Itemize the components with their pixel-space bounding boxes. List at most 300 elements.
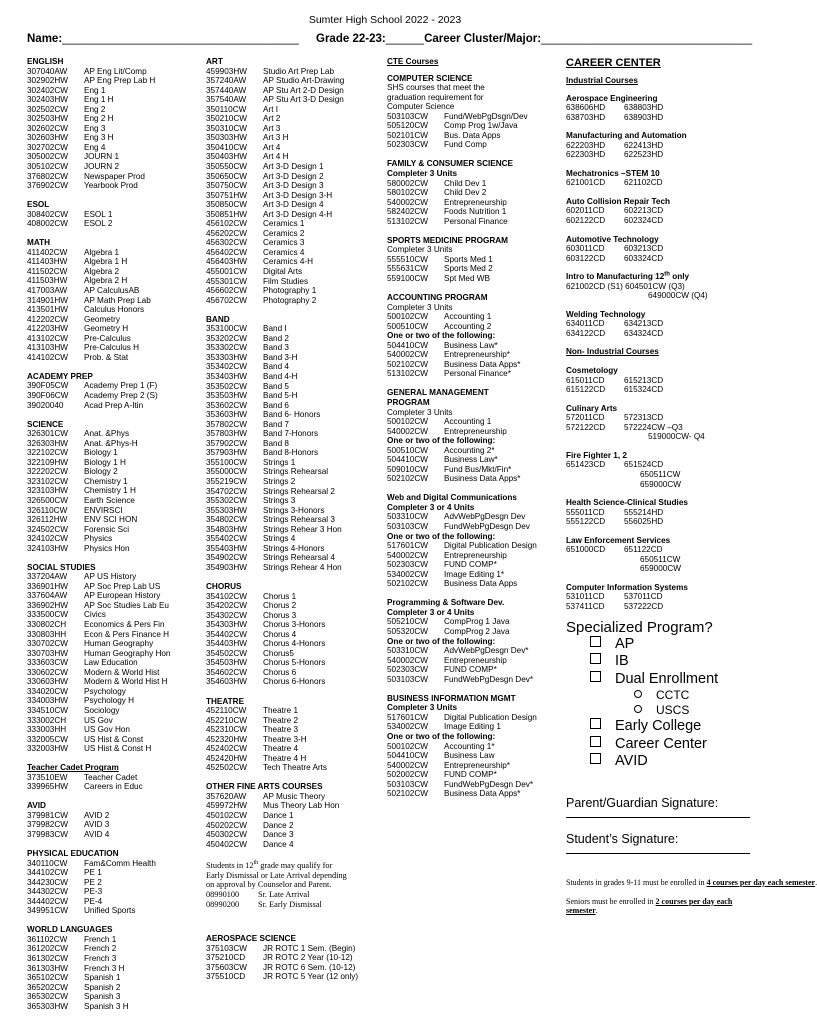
course-row: [206, 420, 386, 430]
course-row: [27, 610, 197, 620]
course-code: 308402CW: [27, 209, 68, 219]
course-row: [27, 725, 197, 735]
checkbox-icon[interactable]: [590, 753, 601, 764]
course-code: 509010CW: [387, 464, 428, 474]
course-code: 354603HW: [206, 677, 247, 687]
course-code: 330603HW: [27, 677, 68, 687]
option-career-center[interactable]: Career Center: [566, 736, 752, 754]
course-code: 361302CW: [27, 953, 68, 963]
course-row: [387, 789, 565, 799]
course-code: 659000CW: [640, 564, 681, 574]
course-row: [206, 181, 386, 191]
course-name: Eng 3 H: [84, 133, 114, 143]
course-name: FundWebPgDesgn Dev*: [444, 779, 534, 789]
course-row: [206, 525, 386, 535]
course-name: AP European History: [84, 591, 161, 601]
course-name: Business Data Apps*: [444, 474, 521, 484]
course-code: 638903HD: [624, 112, 664, 122]
course-name: Physics: [84, 534, 113, 544]
course-row: [387, 742, 565, 752]
course-code: 540002CW: [387, 350, 428, 360]
course-code: 452502CW: [206, 763, 247, 773]
course-name: Band 5: [263, 381, 289, 391]
course-code: 537222CD: [624, 601, 664, 611]
course-row: [387, 570, 565, 580]
program-law-enforcement-services: [566, 536, 752, 574]
section-heading: SOCIAL STUDIES: [27, 562, 96, 572]
course-row: [206, 334, 386, 344]
course-code: 361102CW: [27, 934, 68, 944]
course-code: 337604AW: [27, 591, 68, 601]
course-row: [27, 954, 197, 964]
course-name: Theatre 3: [263, 725, 299, 735]
section-business-information-mgmt: [387, 694, 565, 799]
course-name: Anat. &Phys-H: [84, 438, 138, 448]
course-row: [206, 811, 386, 821]
course-pair: [566, 103, 752, 113]
course-code: 302603HW: [27, 133, 68, 143]
course-name: Biology 1 H: [84, 457, 126, 467]
course-row: [27, 257, 197, 267]
course-row: [387, 112, 565, 122]
course-code: 354303HW: [206, 620, 247, 630]
course-code: 302503HW: [27, 114, 68, 124]
course-code: 354802CW: [206, 515, 247, 525]
course-name: Art 3 H: [263, 133, 289, 143]
course-code: 305002CW: [27, 152, 68, 162]
course-pair: [566, 329, 752, 339]
course-name: Band 4-H: [263, 372, 298, 381]
option-ap[interactable]: AP: [566, 636, 752, 654]
course-code: 519000CW- Q4: [648, 432, 705, 442]
course-row: [206, 801, 386, 811]
course-name: Algebra 1 H: [84, 257, 128, 267]
course-row: [27, 181, 197, 191]
course-code: 450102CW: [206, 811, 247, 821]
course-row: [206, 238, 386, 248]
name-field[interactable]: _____________________________________: [62, 33, 299, 45]
course-row: [206, 649, 386, 659]
course-code: 326303HW: [27, 438, 68, 448]
industrial-courses-heading: Industrial Courses: [566, 76, 638, 85]
course-code: 350110CW: [206, 104, 247, 114]
course-code: 302402CW: [27, 85, 68, 95]
checkbox-icon[interactable]: [590, 736, 601, 747]
course-row: [206, 277, 386, 287]
section-other-fine-arts-courses: [206, 782, 386, 849]
course-code: 354902CW: [206, 553, 247, 563]
checkbox-icon[interactable]: [590, 636, 601, 647]
course-pair: [566, 150, 752, 160]
course-name: AVID 3: [84, 820, 110, 830]
course-name: Art 3-D Design 4: [263, 200, 324, 210]
course-name: Theatre 3-H: [263, 734, 307, 744]
course-code: 452402CW: [206, 744, 247, 754]
course-name: Careers in Educ: [84, 782, 143, 792]
course-code: 622523HD: [624, 150, 664, 160]
course-row: [206, 401, 386, 411]
course-name: Spanish 2: [84, 982, 121, 992]
checkbox-icon[interactable]: [590, 718, 601, 729]
course-code: 354403HW: [206, 639, 247, 649]
course-code: 513102CW: [387, 216, 428, 226]
course-name: Dance 4: [263, 839, 294, 849]
course-name: PE 1: [84, 868, 102, 878]
course-row: [27, 95, 197, 105]
course-name: Comp Prog 1w/Java: [444, 121, 518, 131]
course-code: 537411CD: [566, 601, 605, 611]
course-code: 379982CW: [27, 820, 68, 830]
course-row: [387, 722, 565, 732]
course-name: Chorus 3: [263, 610, 297, 620]
section-heading: Web and Digital Communications: [387, 493, 517, 503]
course-row: [27, 944, 197, 954]
course-row: [206, 658, 386, 668]
course-name: Entrepreneurship*: [444, 760, 510, 770]
course-code: 450202CW: [206, 820, 247, 830]
course-row: [206, 76, 386, 86]
course-code: 502101CW: [387, 130, 428, 140]
section-social-studies: [27, 563, 197, 754]
course-name: Accounting 1: [444, 417, 492, 427]
course-name: Civics: [84, 610, 106, 620]
course-name: Ceramics 3: [263, 238, 305, 248]
course-row: [206, 534, 386, 544]
course-row: [206, 162, 386, 172]
course-row: [206, 496, 386, 506]
section-teacher-cadet-program: [27, 763, 197, 792]
course-row: [206, 229, 386, 239]
course-row: [27, 515, 197, 525]
cluster-field[interactable]: _________________________________: [541, 33, 753, 45]
course-name: Prob. & Stat: [84, 352, 129, 362]
checkbox-icon[interactable]: [590, 671, 601, 682]
column-career-center: [566, 57, 817, 915]
course-row: [27, 429, 197, 439]
course-name: Yearbook Prod: [84, 181, 138, 191]
course-row: [27, 391, 197, 401]
course-name: Strings 4-Honors: [263, 543, 325, 553]
course-row: [206, 735, 386, 745]
course-code: 350850CW: [206, 200, 247, 210]
course-code: 326301CW: [27, 429, 68, 439]
course-name: Digital Publication Design: [444, 712, 537, 722]
course-name: Film Studies: [263, 276, 309, 286]
section-note: Completer 3 Units: [387, 703, 458, 713]
course-code: 456102CW: [206, 219, 247, 229]
course-row: [387, 417, 565, 427]
option-uscs[interactable]: USCS: [566, 703, 752, 718]
course-code: 350650CW: [206, 171, 247, 181]
course-code: 651524CD: [624, 460, 664, 470]
course-code: 357803HW: [206, 429, 247, 439]
course-code: 344102CW: [27, 868, 68, 878]
course-code: 355302CW: [206, 496, 247, 506]
course-row: [27, 630, 197, 640]
course-name: US Gov: [84, 715, 113, 725]
course-code: 376902CW: [27, 181, 68, 191]
course-name: Child Dev 1: [444, 178, 487, 188]
course-row: [206, 86, 386, 96]
course-row: [27, 639, 197, 649]
course-code: 336901HW: [27, 581, 68, 591]
course-code: 534002CW: [387, 569, 428, 579]
course-code: 355303HW: [206, 505, 247, 515]
course-code: 503103CW: [387, 674, 428, 684]
course-code: 502002CW: [387, 770, 428, 780]
course-name: Psychology: [84, 686, 126, 696]
course-row: [27, 172, 197, 182]
course-name: Econ & Pers Finance H: [84, 629, 170, 639]
course-pair: [566, 141, 752, 151]
course-row: [387, 522, 565, 532]
course-name: Chorus5: [263, 648, 294, 658]
radio-circle-icon[interactable]: [634, 705, 642, 713]
course-row: [387, 198, 565, 208]
course-code: 39020040: [27, 400, 64, 410]
course-code: 322102CW: [27, 448, 68, 458]
section-heading: BAND: [206, 314, 230, 324]
column-fine-arts: [206, 57, 386, 982]
course-code: 500510CW: [387, 321, 428, 331]
course-name: Sports Med 1: [444, 254, 493, 264]
specialized-program-title: Specialized Program?: [566, 618, 713, 636]
course-name: Business Data Apps*: [444, 359, 521, 369]
course-row: [387, 255, 565, 265]
course-code: 354202CW: [206, 601, 247, 611]
course-code: 414102CW: [27, 352, 68, 362]
course-row: [206, 725, 386, 735]
course-code: 324103HW: [27, 543, 68, 553]
course-code: 456403HW: [206, 257, 247, 267]
course-row: [27, 534, 197, 544]
course-name: Dance 1: [263, 811, 294, 821]
course-row: [206, 439, 386, 449]
course-name: Band 3-H: [263, 352, 298, 362]
course-row: [27, 735, 197, 745]
course-name: Theatre 4 H: [263, 753, 307, 763]
section-note: Completer 3 Units: [387, 302, 453, 312]
course-code: 500510CW: [387, 445, 428, 455]
section-heading: BUSINESS INFORMATION MGMT: [387, 693, 516, 703]
course-name: Child Dev 2: [444, 188, 487, 198]
course-row: [27, 506, 197, 516]
course-code: 355100CW: [206, 457, 247, 467]
course-code: 634324CD: [624, 328, 664, 338]
course-name: ESOL 1: [84, 209, 113, 219]
course-row: [387, 474, 565, 484]
course-name: Art 4 H: [263, 152, 289, 162]
section-heading: OTHER FINE ARTS COURSES: [206, 782, 323, 792]
course-code: 540002CW: [387, 655, 428, 665]
course-code: 412203HW: [27, 324, 68, 334]
section-note: One or two of the following:: [387, 731, 496, 741]
course-code: 323102CW: [27, 476, 68, 486]
course-row: [387, 369, 565, 379]
course-name: Theatre 4: [263, 744, 299, 754]
course-code: 354602CW: [206, 667, 247, 677]
section-computer-science: [387, 74, 565, 150]
course-name: French 2: [84, 944, 117, 954]
course-code: 502102CW: [387, 359, 428, 369]
course-pair: [566, 319, 752, 329]
course-name: Strings 3: [263, 496, 296, 506]
course-code: 452110CW: [206, 706, 247, 716]
checkbox-icon[interactable]: [590, 653, 601, 664]
course-code: 504410CW: [387, 751, 428, 761]
course-code: 379981CW: [27, 810, 68, 820]
course-pair: [566, 216, 752, 226]
grade-field[interactable]: ______: [385, 33, 425, 45]
course-name: Dance 3: [263, 830, 294, 840]
course-code: 355219CW: [206, 477, 247, 487]
non-industrial-courses-heading: Non- Industrial Courses: [566, 347, 659, 357]
course-row: [387, 312, 565, 322]
course-row: [387, 140, 565, 150]
option-early-college[interactable]: Early College: [566, 718, 752, 736]
course-code: 350851HW: [206, 209, 247, 219]
course-code: 504410CW: [387, 455, 428, 465]
course-name: Business Law*: [444, 340, 498, 350]
course-code: 379983CW: [27, 829, 68, 839]
course-name: Sports Med 2: [444, 264, 493, 274]
option-cctc[interactable]: CCTC: [566, 688, 752, 703]
course-row: [27, 67, 197, 77]
course-name: Human Geography: [84, 639, 154, 649]
course-row: [27, 591, 197, 601]
course-code: 651122CD: [624, 545, 663, 555]
program-auto-collision-repair-tech: [566, 197, 752, 226]
course-name: French 3 H: [84, 963, 125, 973]
enrollment-note-underclass: Students in grades 9-11 must be enrolled in 4 courses per day each semester.: [566, 877, 817, 887]
course-row: [206, 267, 386, 277]
course-row: [206, 219, 386, 229]
course-code: 572011CD: [566, 413, 605, 423]
course-code: 602011CD: [566, 206, 605, 216]
course-row: [206, 296, 386, 306]
course-row: [27, 878, 197, 888]
student-signature-field[interactable]: Student’s Signature:: [566, 832, 750, 854]
section-esol: [27, 200, 197, 229]
section-note: SHS courses that meet the: [387, 83, 485, 93]
course-pair: [566, 244, 752, 254]
course-code: 621102CD: [624, 178, 663, 188]
course-name: Band 6- Honors: [263, 410, 321, 420]
course-code: 602122CD: [566, 216, 606, 226]
course-name: Economics & Pers Fin: [84, 620, 165, 630]
course-row: [206, 630, 386, 640]
course-name: Fund Bus/Mkt/Fin*: [444, 464, 512, 474]
course-pair: [566, 545, 752, 555]
course-name: Tech Theatre Arts: [263, 763, 328, 773]
parent-signature-field[interactable]: Parent/Guardian Signature:: [566, 796, 750, 818]
course-row: [206, 382, 386, 392]
course-pair: [566, 178, 752, 188]
course-code: 357902CW: [206, 438, 247, 448]
option-dual-enrollment[interactable]: Dual Enrollment: [566, 671, 752, 689]
course-code: 559100CW: [387, 273, 428, 283]
course-row: [387, 322, 565, 332]
section-sports-medicine-program: [387, 236, 565, 284]
course-code: 622203HD: [566, 140, 606, 150]
option-ib[interactable]: IB: [566, 653, 752, 671]
course-code: 354402CW: [206, 629, 247, 639]
course-code: 503310CW: [387, 646, 428, 656]
course-row: [27, 744, 197, 754]
course-row: [27, 696, 197, 706]
course-row: [206, 563, 386, 573]
course-row: [206, 191, 386, 201]
course-code: 357240AW: [206, 76, 247, 86]
course-name: Ceramics 2: [263, 228, 305, 238]
course-row: [206, 152, 386, 162]
section-accounting-program: [387, 293, 565, 379]
section-note: Completer 3 Units: [387, 407, 453, 417]
course-name: Band 5-H: [263, 391, 298, 401]
course-name: Eng 1 H: [84, 95, 114, 105]
option-avid[interactable]: AVID: [566, 753, 752, 771]
course-name: Band I: [263, 324, 287, 334]
course-code: 417003AW: [27, 286, 68, 296]
enrollment-note-seniors: Seniors must be enrolled in 2 courses per day each semester.: [566, 896, 733, 915]
course-code: 357440AW: [206, 85, 247, 95]
program-heading: Health Science-Clinical Studies: [566, 498, 688, 508]
radio-circle-icon[interactable]: [634, 690, 642, 698]
course-code: 350303HW: [206, 133, 247, 143]
course-row: [387, 427, 565, 437]
course-code: 459903HW: [206, 66, 247, 76]
course-code: 534002CW: [387, 722, 428, 732]
course-code: 390F05CW: [27, 381, 69, 391]
section-world-languages: [27, 925, 197, 1011]
course-name: Chemistry 1 H: [84, 486, 136, 496]
course-row: [27, 668, 197, 678]
course-code: 572122CD: [566, 422, 606, 432]
course-code: 353403HW: [206, 372, 247, 381]
course-code: 572313CD: [624, 413, 664, 423]
course-row: [206, 668, 386, 678]
course-row: [27, 677, 197, 687]
course-row: [27, 486, 197, 496]
course-row: [27, 324, 197, 334]
section-heading: ACCOUNTING PROGRAM: [387, 292, 488, 302]
course-code: 651423CD: [566, 460, 606, 470]
course-code: 650511CW: [640, 554, 681, 564]
course-code: 330802CH: [27, 620, 67, 630]
course-code: 411503HW: [27, 276, 68, 286]
course-name: Law Education: [84, 658, 138, 668]
course-row: [27, 334, 197, 344]
course-code: 500102CW: [387, 417, 428, 427]
course-code: 354102CW: [206, 591, 247, 601]
course-code: 603122CD: [566, 253, 606, 263]
course-name: Band 7: [263, 419, 289, 429]
course-row: [206, 754, 386, 764]
course-name: AdvWebPgDesgn Dev*: [444, 646, 529, 656]
course-code: 357540AW: [206, 95, 247, 105]
course-row: [206, 467, 386, 477]
course-code: 622303HD: [566, 150, 606, 160]
course-name: Accounting 1*: [444, 741, 495, 751]
grade-label: Grade 22-23:: [316, 33, 386, 45]
course-row: [387, 560, 565, 570]
course-name: Physics Hon: [84, 543, 130, 553]
course-name: Bus. Data Apps: [444, 130, 501, 140]
course-row: [27, 477, 197, 487]
course-name: Unified Sports: [84, 906, 136, 916]
section-general-management-program: [387, 388, 565, 483]
section-heading: Programming & Software Dev.: [387, 598, 505, 608]
